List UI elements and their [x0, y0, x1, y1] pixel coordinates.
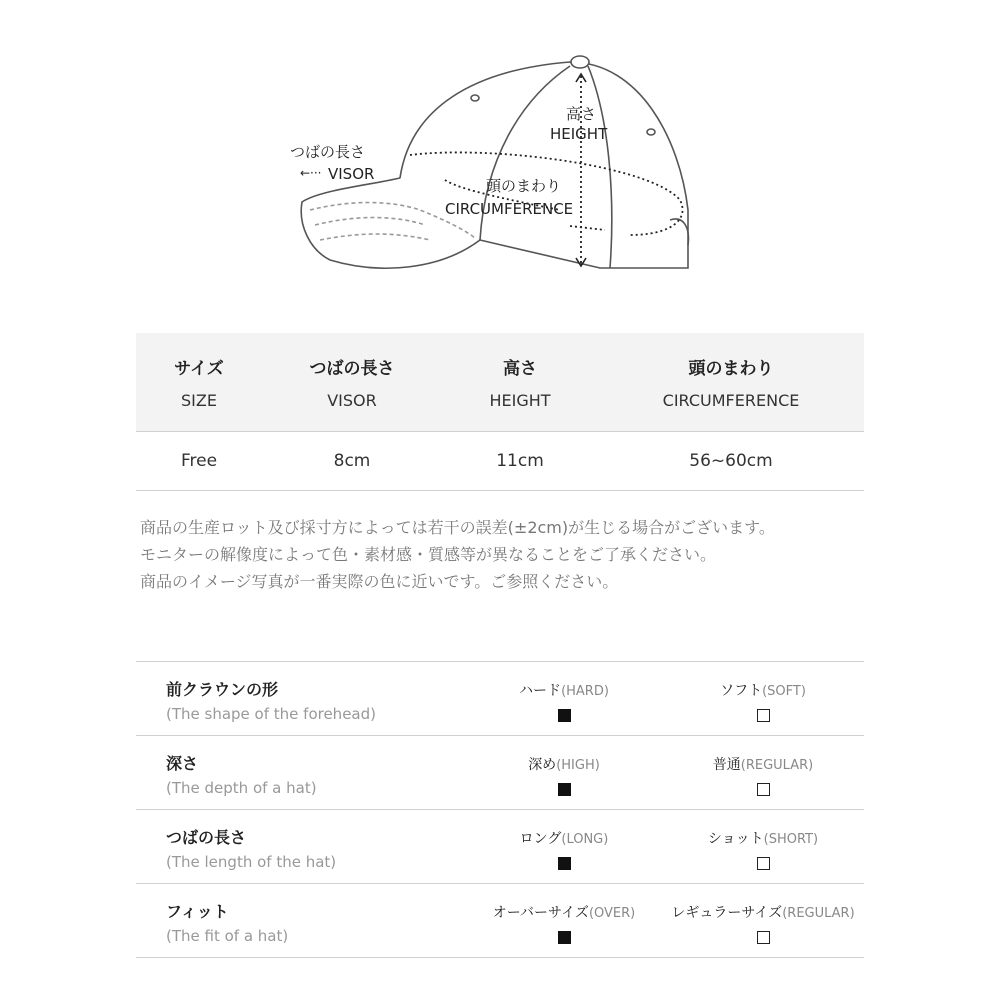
option-short [653, 828, 873, 870]
header-size-jp: サイズ [174, 359, 224, 379]
option-label-jp: ショット [707, 831, 764, 847]
option-label-jp: ロング [519, 831, 562, 847]
checkbox [757, 709, 770, 722]
note-line: 商品のイメージ写真が一番実際の色に近いです。ご参照ください。 [140, 572, 619, 591]
checkbox [757, 857, 770, 870]
header-circumference-jp: 頭のまわり [688, 359, 774, 379]
option-label-en: (REGULAR) [740, 758, 814, 773]
option-high [454, 754, 674, 796]
value-visor: 8cm [333, 451, 371, 471]
feature-label-en: (The depth of a hat) [166, 779, 317, 797]
notes [140, 514, 880, 595]
note-line: モニターの解像度によって色・素材感・質感等が異なることをご了承ください。 [140, 545, 717, 564]
height-label-jp: 高さ [566, 105, 597, 123]
header-height-en: HEIGHT [489, 391, 551, 410]
option-regular-size [653, 902, 873, 944]
option-regular [653, 754, 873, 796]
value-height: 11cm [496, 451, 544, 471]
option-label-jp: レギュラーサイズ [671, 905, 783, 921]
checkbox [757, 783, 770, 796]
option-label-jp: 深め [528, 757, 557, 773]
feature-label-jp: つばの長さ [166, 828, 247, 847]
note-line: 商品の生産ロット及び採寸方によっては若干の誤差(±2cm)が生じる場合がございます。 [140, 518, 775, 537]
visor-label-jp: つばの長さ [290, 143, 366, 161]
header-circumference-en: CIRCUMFERENCE [662, 391, 800, 410]
option-soft [653, 680, 873, 722]
visor-arrow-icon: ←··· [300, 166, 322, 180]
header-size-en: SIZE [181, 391, 217, 410]
feature-row-depth [136, 736, 864, 810]
option-label-en: (HARD) [561, 684, 609, 699]
feature-label-en: (The fit of a hat) [166, 927, 289, 945]
checkbox [558, 857, 571, 870]
size-table [136, 333, 864, 491]
feature-table [136, 661, 864, 958]
height-label-en: HEIGHT [550, 125, 608, 143]
option-label-jp: ハード [519, 683, 562, 699]
option-label-en: (LONG) [561, 832, 609, 847]
header-height-jp: 高さ [503, 359, 537, 379]
option-long [454, 828, 674, 870]
option-label-en: (HIGH) [556, 758, 600, 773]
feature-row-visor-length [136, 810, 864, 884]
option-label-en: (REGULAR) [782, 906, 855, 921]
feature-label-en: (The shape of the forehead) [166, 705, 376, 723]
header-visor-en: VISOR [327, 391, 377, 410]
feature-row-fit [136, 884, 864, 958]
circumference-label-jp: 頭のまわり [486, 177, 562, 195]
header-circumference [598, 333, 864, 431]
feature-row-crown-shape [136, 662, 864, 736]
option-label-jp: 普通 [712, 757, 741, 773]
feature-label-jp: 前クラウンの形 [166, 680, 279, 699]
value-circumference: 56~60cm [689, 451, 773, 471]
option-over [454, 902, 674, 944]
feature-label-en: (The length of the hat) [166, 853, 337, 871]
value-size: Free [180, 451, 218, 471]
checkbox [558, 783, 571, 796]
feature-label-jp: フィット [166, 902, 229, 921]
header-visor [262, 333, 442, 431]
option-label-jp: オーバーサイズ [492, 905, 589, 921]
size-table-header [136, 333, 864, 432]
feature-label-jp: 深さ [166, 754, 199, 773]
option-hard [454, 680, 674, 722]
cap-diagram [270, 50, 720, 280]
option-label-jp: ソフト [720, 683, 763, 699]
visor-label-en: VISOR [328, 165, 375, 183]
circumference-label-en: CIRCUMFERENCE [445, 200, 574, 218]
size-table-row [136, 432, 864, 491]
checkbox [558, 709, 571, 722]
option-label-en: (SOFT) [762, 684, 806, 699]
header-height [442, 333, 598, 431]
header-size [136, 333, 262, 431]
option-label-en: (OVER) [588, 906, 636, 921]
checkbox [757, 931, 770, 944]
header-visor-jp: つばの長さ [309, 359, 395, 379]
checkbox [558, 931, 571, 944]
option-label-en: (SHORT) [763, 832, 819, 847]
